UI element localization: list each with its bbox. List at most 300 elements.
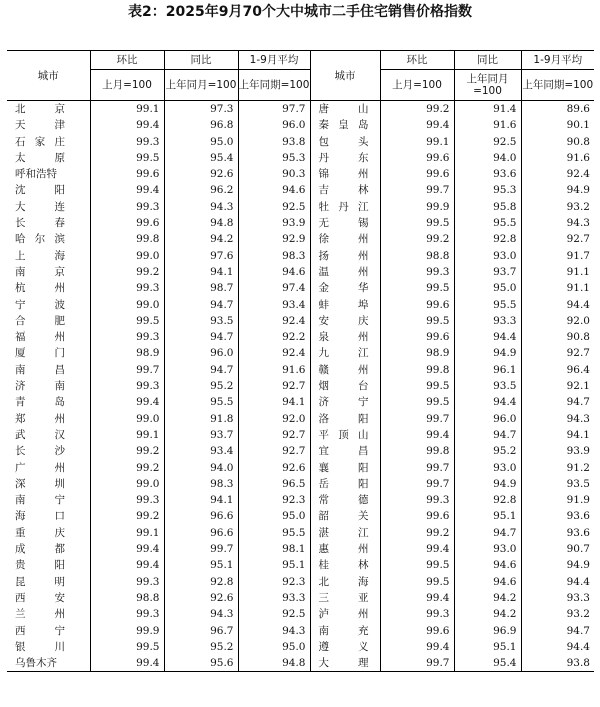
index-avg: 94.8	[238, 655, 310, 672]
city-name	[310, 134, 380, 150]
index-avg: 92.9	[238, 231, 310, 247]
index-avg: 90.1	[566, 119, 590, 132]
index-avg: 93.3	[566, 591, 590, 604]
city-name	[7, 199, 90, 215]
city-name	[310, 476, 380, 492]
index-mom: 98.8	[380, 248, 454, 264]
city-label: 烟 台	[318, 380, 369, 393]
city-label: 韶 关	[318, 510, 369, 523]
index-mom: 99.6	[380, 150, 454, 166]
index-mom: 99.7	[380, 476, 454, 492]
index-avg: 96.4	[566, 363, 590, 376]
city-label: 西 宁	[15, 624, 65, 637]
index-yoy: 95.5	[454, 297, 521, 313]
city-label: 大 连	[15, 200, 65, 213]
city-label: 丹 东	[318, 151, 369, 164]
index-avg: 91.1	[566, 282, 590, 295]
city-label: 常 德	[318, 494, 369, 507]
city-name	[7, 574, 90, 590]
city-label: 合 肥	[15, 314, 65, 327]
table-row	[7, 264, 594, 280]
index-yoy: 94.9	[454, 345, 521, 361]
city-label: 福 州	[15, 331, 65, 344]
city-label: 洛 阳	[318, 412, 369, 425]
index-avg: 94.4	[566, 575, 590, 588]
index-yoy: 98.7	[164, 280, 238, 296]
table-row	[7, 117, 594, 133]
city-label: 北 海	[318, 575, 369, 588]
index-avg: 92.4	[566, 168, 590, 181]
table-row	[7, 101, 594, 118]
index-yoy: 93.7	[164, 427, 238, 443]
city-label: 武 汉	[15, 428, 65, 441]
index-avg: 94.3	[238, 623, 310, 639]
index-avg: 90.3	[238, 166, 310, 182]
city-label: 太 原	[15, 151, 65, 164]
index-yoy: 94.6	[454, 574, 521, 590]
index-yoy: 94.7	[164, 297, 238, 313]
index-yoy: 94.2	[164, 231, 238, 247]
index-mom: 99.4	[90, 117, 164, 133]
index-mom: 99.6	[380, 623, 454, 639]
table-row	[7, 606, 594, 622]
city-name	[310, 297, 380, 313]
city-name	[310, 182, 380, 198]
index-mom: 99.6	[90, 215, 164, 231]
city-name	[310, 427, 380, 443]
index-avg: 94.7	[566, 396, 590, 409]
index-avg: 92.7	[238, 427, 310, 443]
table-title: 表2：2025年9月70个大中城市二手住宅销售价格指数	[128, 4, 472, 20]
index-yoy: 96.9	[454, 623, 521, 639]
index-yoy: 92.8	[164, 574, 238, 590]
index-mom: 99.5	[380, 574, 454, 590]
index-avg: 92.5	[238, 606, 310, 622]
city-label: 吉 林	[318, 184, 369, 197]
index-yoy: 94.6	[454, 557, 521, 573]
city-label: 大 理	[318, 657, 369, 670]
city-label: 平 顶 山	[318, 428, 369, 441]
index-avg: 93.6	[566, 526, 590, 539]
index-mom: 99.6	[380, 166, 454, 182]
index-yoy: 94.7	[164, 362, 238, 378]
index-avg: 89.6	[566, 103, 590, 115]
index-avg: 91.1	[566, 265, 590, 278]
city-name	[7, 117, 90, 133]
table-row	[7, 590, 594, 606]
index-avg: 92.4	[238, 313, 310, 329]
index-mom: 99.2	[90, 508, 164, 524]
city-label: 天 津	[15, 119, 65, 132]
index-avg: 94.1	[566, 428, 590, 441]
city-name	[310, 508, 380, 524]
index-mom: 99.4	[90, 394, 164, 410]
index-mom: 99.4	[380, 541, 454, 557]
city-name	[7, 623, 90, 639]
index-mom: 98.9	[90, 345, 164, 361]
city-name	[7, 101, 90, 118]
table-row	[7, 557, 594, 573]
index-avg: 92.2	[238, 329, 310, 345]
city-label: 厦 门	[15, 347, 65, 360]
index-yoy: 93.0	[454, 460, 521, 476]
index-yoy: 93.5	[164, 313, 238, 329]
city-label: 石 家 庄	[15, 135, 65, 148]
city-name	[310, 394, 380, 410]
index-yoy: 95.2	[164, 378, 238, 394]
index-yoy: 95.1	[454, 639, 521, 655]
city-name	[310, 199, 380, 215]
city-name	[7, 460, 90, 476]
city-name	[310, 345, 380, 361]
city-name	[310, 557, 380, 573]
city-label: 济 宁	[318, 396, 369, 409]
index-mom: 99.4	[90, 182, 164, 198]
city-label: 牡 丹 江	[318, 200, 369, 213]
index-yoy: 94.7	[164, 329, 238, 345]
price-index-table	[7, 50, 594, 672]
index-avg: 93.3	[238, 590, 310, 606]
table-row	[7, 623, 594, 639]
index-mom: 99.1	[90, 525, 164, 541]
city-name	[7, 557, 90, 573]
index-mom: 99.2	[380, 231, 454, 247]
index-yoy: 91.8	[164, 411, 238, 427]
city-label: 三 亚	[318, 591, 369, 604]
city-label: 银 川	[15, 640, 65, 653]
table-row	[7, 345, 594, 361]
index-avg: 97.7	[238, 101, 310, 118]
index-mom: 99.5	[380, 394, 454, 410]
index-mom: 99.8	[380, 443, 454, 459]
city-name	[7, 606, 90, 622]
city-label: 昆 明	[15, 575, 65, 588]
index-avg: 92.0	[566, 314, 590, 327]
city-label: 岳 阳	[318, 477, 369, 490]
index-yoy: 94.1	[164, 492, 238, 508]
header-mom-left: 环比	[90, 51, 164, 70]
index-yoy: 96.0	[164, 345, 238, 361]
city-label: 金 华	[318, 282, 369, 295]
table-row	[7, 525, 594, 541]
index-avg: 92.7	[238, 378, 310, 394]
index-mom: 99.9	[90, 623, 164, 639]
table-row	[7, 460, 594, 476]
index-yoy: 95.1	[164, 557, 238, 573]
index-avg: 92.7	[238, 443, 310, 459]
table-row	[7, 215, 594, 231]
city-name	[7, 231, 90, 247]
index-mom: 99.5	[90, 313, 164, 329]
index-yoy: 96.8	[164, 117, 238, 133]
index-mom: 99.5	[380, 280, 454, 296]
city-label: 贵 阳	[15, 559, 65, 572]
index-avg: 92.3	[238, 492, 310, 508]
index-yoy: 96.0	[454, 411, 521, 427]
index-mom: 99.8	[380, 362, 454, 378]
city-label: 重 庆	[15, 526, 65, 539]
index-avg: 94.6	[238, 264, 310, 280]
city-name	[310, 411, 380, 427]
city-name	[310, 117, 380, 133]
header-city-left: 城市	[7, 51, 90, 101]
city-label: 乌 鲁 木 齐	[15, 657, 57, 670]
index-mom: 99.0	[90, 248, 164, 264]
city-label: 南 昌	[15, 363, 65, 376]
index-mom: 98.8	[90, 590, 164, 606]
index-avg: 97.4	[238, 280, 310, 296]
index-yoy: 92.8	[454, 492, 521, 508]
index-avg: 96.5	[238, 476, 310, 492]
index-mom: 99.6	[90, 166, 164, 182]
index-mom: 99.5	[90, 639, 164, 655]
city-label: 唐 山	[318, 103, 369, 115]
header-avg-base-right: 上年同期=100	[521, 70, 594, 101]
city-name	[310, 231, 380, 247]
table-row	[7, 378, 594, 394]
index-yoy: 94.7	[454, 525, 521, 541]
index-yoy: 94.4	[454, 329, 521, 345]
index-avg: 92.3	[238, 574, 310, 590]
table-row	[7, 280, 594, 296]
index-yoy: 96.6	[164, 525, 238, 541]
index-mom: 99.4	[90, 557, 164, 573]
city-name	[310, 150, 380, 166]
index-avg: 95.3	[238, 150, 310, 166]
index-avg: 90.7	[566, 543, 590, 556]
index-mom: 99.7	[380, 655, 454, 672]
index-mom: 99.2	[90, 443, 164, 459]
city-name	[7, 427, 90, 443]
city-label: 郑 州	[15, 412, 65, 425]
index-yoy: 93.3	[454, 313, 521, 329]
index-yoy: 95.5	[164, 394, 238, 410]
city-label: 徐 州	[318, 233, 369, 246]
index-mom: 99.6	[380, 297, 454, 313]
index-yoy: 91.4	[454, 101, 521, 118]
city-name	[7, 264, 90, 280]
index-mom: 99.8	[90, 231, 164, 247]
index-avg: 90.8	[566, 331, 590, 344]
index-yoy: 94.0	[164, 460, 238, 476]
city-name	[310, 378, 380, 394]
table-row	[7, 541, 594, 557]
city-label: 桂 林	[318, 559, 369, 572]
index-yoy: 94.3	[164, 199, 238, 215]
index-mom: 99.7	[380, 411, 454, 427]
city-name	[7, 476, 90, 492]
index-yoy: 92.8	[454, 231, 521, 247]
city-name	[7, 525, 90, 541]
index-avg: 94.9	[566, 559, 590, 572]
index-mom: 99.0	[90, 297, 164, 313]
index-yoy: 94.8	[164, 215, 238, 231]
index-yoy: 94.4	[454, 394, 521, 410]
city-label: 蚌 埠	[318, 298, 369, 311]
index-avg: 95.0	[238, 508, 310, 524]
city-name	[7, 329, 90, 345]
city-name	[310, 313, 380, 329]
city-name	[7, 297, 90, 313]
city-name	[310, 248, 380, 264]
index-yoy: 92.6	[164, 590, 238, 606]
header-yoy-right: 同比	[454, 51, 521, 70]
city-name	[310, 639, 380, 655]
city-name	[310, 443, 380, 459]
index-mom: 99.4	[380, 590, 454, 606]
index-yoy: 94.2	[454, 590, 521, 606]
index-mom: 99.0	[90, 411, 164, 427]
table-row	[7, 427, 594, 443]
index-mom: 99.3	[90, 378, 164, 394]
index-avg: 93.2	[566, 200, 590, 213]
index-avg: 94.4	[566, 640, 590, 653]
index-yoy: 93.7	[454, 264, 521, 280]
city-name	[7, 313, 90, 329]
index-yoy: 95.4	[164, 150, 238, 166]
city-label: 成 都	[15, 543, 65, 556]
city-name	[7, 639, 90, 655]
city-label: 宁 波	[15, 298, 65, 311]
index-yoy: 95.5	[454, 215, 521, 231]
city-name	[7, 134, 90, 150]
table-row	[7, 166, 594, 182]
index-avg: 95.0	[238, 639, 310, 655]
city-label: 呼 和 浩 特	[15, 168, 57, 181]
index-yoy: 92.5	[454, 134, 521, 150]
header-mom-right: 环比	[380, 51, 454, 70]
city-name	[310, 525, 380, 541]
city-name	[7, 150, 90, 166]
index-mom: 99.6	[380, 508, 454, 524]
index-yoy: 95.8	[454, 199, 521, 215]
index-mom: 99.4	[380, 639, 454, 655]
header-yoy-base-left: 上年同月=100	[164, 70, 238, 101]
city-name	[310, 460, 380, 476]
header-mom-base-left: 上月=100	[90, 70, 164, 101]
city-name	[310, 541, 380, 557]
city-label: 南 京	[15, 265, 65, 278]
index-yoy: 93.4	[164, 443, 238, 459]
table-row	[7, 362, 594, 378]
index-avg: 93.9	[238, 215, 310, 231]
city-name	[7, 590, 90, 606]
index-avg: 94.7	[566, 624, 590, 637]
index-avg: 92.0	[238, 411, 310, 427]
index-mom: 99.7	[90, 362, 164, 378]
header-yoy-left: 同比	[164, 51, 238, 70]
index-mom: 99.3	[90, 280, 164, 296]
table-row	[7, 492, 594, 508]
index-mom: 99.3	[380, 606, 454, 622]
index-mom: 99.1	[90, 427, 164, 443]
table-row	[7, 182, 594, 198]
city-label: 南 宁	[15, 494, 65, 507]
city-name	[310, 329, 380, 345]
index-avg: 91.9	[566, 494, 590, 507]
index-mom: 99.5	[90, 150, 164, 166]
table-row	[7, 150, 594, 166]
city-label: 九 江	[318, 347, 369, 360]
city-name	[310, 574, 380, 590]
city-name	[310, 264, 380, 280]
city-name	[310, 492, 380, 508]
city-name	[7, 655, 90, 672]
table-row	[7, 655, 594, 672]
index-yoy: 92.6	[164, 166, 238, 182]
table-row	[7, 476, 594, 492]
table-row	[7, 574, 594, 590]
city-name	[7, 411, 90, 427]
index-mom: 99.3	[90, 606, 164, 622]
index-yoy: 93.0	[454, 541, 521, 557]
city-name	[7, 492, 90, 508]
city-name	[310, 606, 380, 622]
index-yoy: 96.7	[164, 623, 238, 639]
index-avg: 92.7	[566, 233, 590, 246]
table-body	[7, 101, 594, 672]
table-row	[7, 639, 594, 655]
index-avg: 93.6	[566, 510, 590, 523]
city-label: 青 岛	[15, 396, 65, 409]
index-yoy: 94.2	[454, 606, 521, 622]
index-mom: 99.3	[90, 199, 164, 215]
city-label: 锦 州	[318, 168, 369, 181]
index-yoy: 97.6	[164, 248, 238, 264]
city-name	[310, 215, 380, 231]
city-label: 长 沙	[15, 445, 65, 458]
index-mom: 99.3	[90, 134, 164, 150]
index-mom: 99.5	[380, 215, 454, 231]
index-yoy: 93.5	[454, 378, 521, 394]
city-label: 宜 昌	[318, 445, 369, 458]
header-city-right: 城市	[310, 51, 380, 101]
city-name	[7, 362, 90, 378]
city-label: 海 口	[15, 510, 65, 523]
index-yoy: 91.6	[454, 117, 521, 133]
index-avg: 90.8	[566, 135, 590, 148]
index-yoy: 99.7	[164, 541, 238, 557]
city-name	[7, 443, 90, 459]
index-yoy: 98.3	[164, 476, 238, 492]
table-row	[7, 394, 594, 410]
index-mom: 99.5	[380, 557, 454, 573]
index-yoy: 95.0	[454, 280, 521, 296]
city-label: 扬 州	[318, 249, 369, 262]
city-label: 广 州	[15, 461, 65, 474]
index-avg: 95.1	[238, 557, 310, 573]
index-yoy: 95.6	[164, 655, 238, 672]
index-avg: 93.2	[566, 608, 590, 621]
table-row	[7, 297, 594, 313]
header-yoy-base-right: 上年同月=100	[454, 70, 521, 101]
table-row	[7, 329, 594, 345]
index-mom: 99.3	[380, 492, 454, 508]
city-name	[310, 655, 380, 672]
index-mom: 99.7	[380, 182, 454, 198]
header-avg-base-left: 上年同期=100	[238, 70, 310, 101]
city-label: 遵 义	[318, 640, 369, 653]
city-label: 哈 尔 滨	[15, 233, 65, 246]
index-avg: 91.6	[238, 362, 310, 378]
city-name	[7, 280, 90, 296]
index-mom: 99.4	[90, 655, 164, 672]
index-yoy: 95.2	[164, 639, 238, 655]
city-name	[310, 280, 380, 296]
table-row	[7, 231, 594, 247]
city-label: 温 州	[318, 265, 369, 278]
city-label: 南 充	[318, 624, 369, 637]
